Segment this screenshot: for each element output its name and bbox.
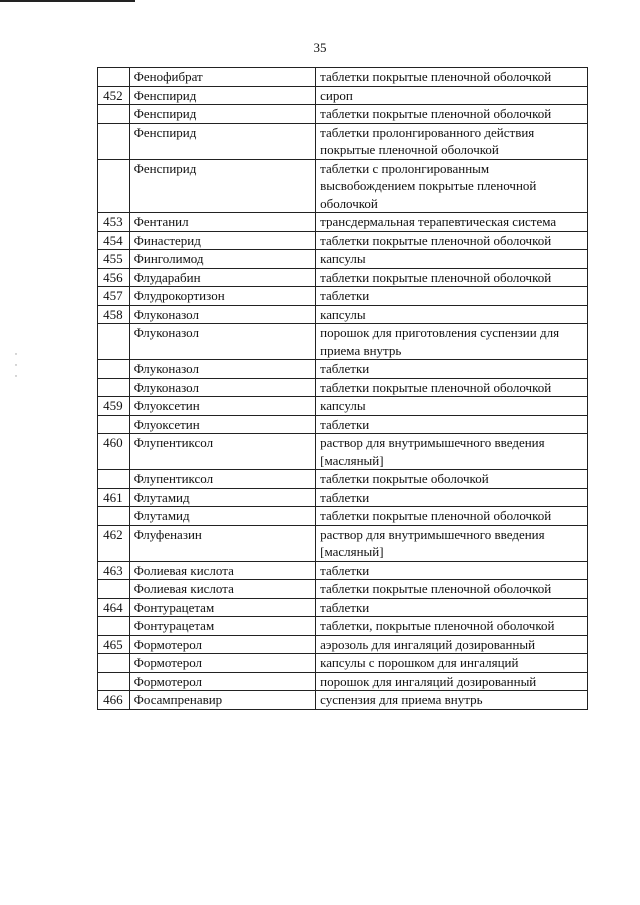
row-number: 463 <box>98 561 130 580</box>
dosage-form: таблетки <box>316 598 588 617</box>
dosage-form: аэрозоль для ингаляций дозированный <box>316 635 588 654</box>
drug-name: Фосампренавир <box>129 691 316 710</box>
row-number: 465 <box>98 635 130 654</box>
drug-name: Формотерол <box>129 654 316 673</box>
drug-name: Фенспирид <box>129 159 316 213</box>
row-number: 459 <box>98 397 130 416</box>
table-row <box>98 360 588 379</box>
dosage-form: таблетки покрытые пленочной оболочкой <box>316 105 588 124</box>
row-number: 462 <box>98 525 130 561</box>
drug-name: Фолиевая кислота <box>129 580 316 599</box>
dosage-form: капсулы <box>316 305 588 324</box>
table-row <box>98 250 588 269</box>
row-number: 466 <box>98 691 130 710</box>
table-row <box>98 635 588 654</box>
page-number: 35 <box>313 40 327 55</box>
dosage-form: суспензия для приема внутрь <box>316 691 588 710</box>
table-row <box>98 123 588 159</box>
row-number <box>98 159 130 213</box>
row-number <box>98 378 130 397</box>
drug-name: Флуоксетин <box>129 415 316 434</box>
table-row <box>98 507 588 526</box>
drug-name: Флуоксетин <box>129 397 316 416</box>
drug-name: Финголимод <box>129 250 316 269</box>
row-number: 454 <box>98 231 130 250</box>
table-row <box>98 525 588 561</box>
dosage-form: таблетки <box>316 488 588 507</box>
row-number <box>98 470 130 489</box>
drug-name: Фолиевая кислота <box>129 561 316 580</box>
dosage-form: таблетки покрытые пленочной оболочкой <box>316 68 588 87</box>
row-number <box>98 324 130 360</box>
drug-name: Флутамид <box>129 488 316 507</box>
drug-name: Фентанил <box>129 213 316 232</box>
dosage-form: таблетки пролонгированного действия покрытые пленочной оболочкой <box>316 123 588 159</box>
dosage-form: таблетки покрытые оболочкой <box>316 470 588 489</box>
dosage-form: трансдермальная терапевтическая система <box>316 213 588 232</box>
row-number <box>98 105 130 124</box>
table-row <box>98 561 588 580</box>
dosage-form: порошок для приготовления суспензии для приема внутрь <box>316 324 588 360</box>
row-number <box>98 415 130 434</box>
table-row <box>98 470 588 489</box>
table-row <box>98 159 588 213</box>
drug-table <box>97 67 588 710</box>
row-number: 464 <box>98 598 130 617</box>
drug-name: Флупентиксол <box>129 470 316 489</box>
table-row <box>98 488 588 507</box>
row-number: 456 <box>98 268 130 287</box>
table-row <box>98 598 588 617</box>
drug-name: Флударабин <box>129 268 316 287</box>
table-row <box>98 324 588 360</box>
dosage-form: таблетки покрытые пленочной оболочкой <box>316 231 588 250</box>
dosage-form: раствор для внутримышечного введения [масляный] <box>316 434 588 470</box>
row-number: 457 <box>98 287 130 306</box>
row-number <box>98 123 130 159</box>
drug-name: Флуконазол <box>129 378 316 397</box>
drug-name: Флудрокортизон <box>129 287 316 306</box>
drug-name: Формотерол <box>129 635 316 654</box>
table-row <box>98 672 588 691</box>
drug-table-body <box>98 68 588 710</box>
row-number <box>98 672 130 691</box>
row-number: 458 <box>98 305 130 324</box>
row-number <box>98 617 130 636</box>
row-number <box>98 580 130 599</box>
drug-name: Флуконазол <box>129 360 316 379</box>
drug-name: Флуфеназин <box>129 525 316 561</box>
drug-name: Флупентиксол <box>129 434 316 470</box>
drug-name: Формотерол <box>129 672 316 691</box>
table-row <box>98 654 588 673</box>
drug-name: Фенофибрат <box>129 68 316 87</box>
row-number: 452 <box>98 86 130 105</box>
row-number: 461 <box>98 488 130 507</box>
table-row <box>98 580 588 599</box>
dosage-form: таблетки покрытые пленочной оболочкой <box>316 580 588 599</box>
drug-name: Фенспирид <box>129 123 316 159</box>
drug-name: Фонтурацетам <box>129 617 316 636</box>
table-row <box>98 268 588 287</box>
dosage-form: таблетки, покрытые пленочной оболочкой <box>316 617 588 636</box>
table-row <box>98 105 588 124</box>
dosage-form: таблетки <box>316 360 588 379</box>
dosage-form: сироп <box>316 86 588 105</box>
row-number: 453 <box>98 213 130 232</box>
table-row <box>98 287 588 306</box>
row-number <box>98 68 130 87</box>
drug-name: Фенспирид <box>129 86 316 105</box>
table-row <box>98 691 588 710</box>
drug-name: Фенспирид <box>129 105 316 124</box>
table-row <box>98 68 588 87</box>
row-number <box>98 654 130 673</box>
drug-name: Флуконазол <box>129 305 316 324</box>
table-row <box>98 231 588 250</box>
table-row <box>98 86 588 105</box>
table-row <box>98 434 588 470</box>
drug-name: Финастерид <box>129 231 316 250</box>
dosage-form: порошок для ингаляций дозированный <box>316 672 588 691</box>
dosage-form: капсулы с порошком для ингаляций <box>316 654 588 673</box>
dosage-form: капсулы <box>316 250 588 269</box>
dosage-form: таблетки <box>316 561 588 580</box>
dosage-form: таблетки покрытые пленочной оболочкой <box>316 378 588 397</box>
dosage-form: таблетки <box>316 415 588 434</box>
drug-name: Флуконазол <box>129 324 316 360</box>
row-number: 460 <box>98 434 130 470</box>
table-row <box>98 415 588 434</box>
row-number <box>98 507 130 526</box>
table-row <box>98 397 588 416</box>
dosage-form: раствор для внутримышечного введения [масляный] <box>316 525 588 561</box>
dosage-form: таблетки с пролонгированным высвобождением покрытые пленочной оболочкой <box>316 159 588 213</box>
header-rule <box>0 0 135 2</box>
dosage-form: таблетки покрытые пленочной оболочкой <box>316 507 588 526</box>
dosage-form: капсулы <box>316 397 588 416</box>
margin-marks <box>12 350 20 380</box>
table-row <box>98 617 588 636</box>
table-row <box>98 213 588 232</box>
drug-name: Фонтурацетам <box>129 598 316 617</box>
table-row <box>98 378 588 397</box>
table-row <box>98 305 588 324</box>
drug-name: Флутамид <box>129 507 316 526</box>
dosage-form: таблетки покрытые пленочной оболочкой <box>316 268 588 287</box>
row-number: 455 <box>98 250 130 269</box>
dosage-form: таблетки <box>316 287 588 306</box>
row-number <box>98 360 130 379</box>
